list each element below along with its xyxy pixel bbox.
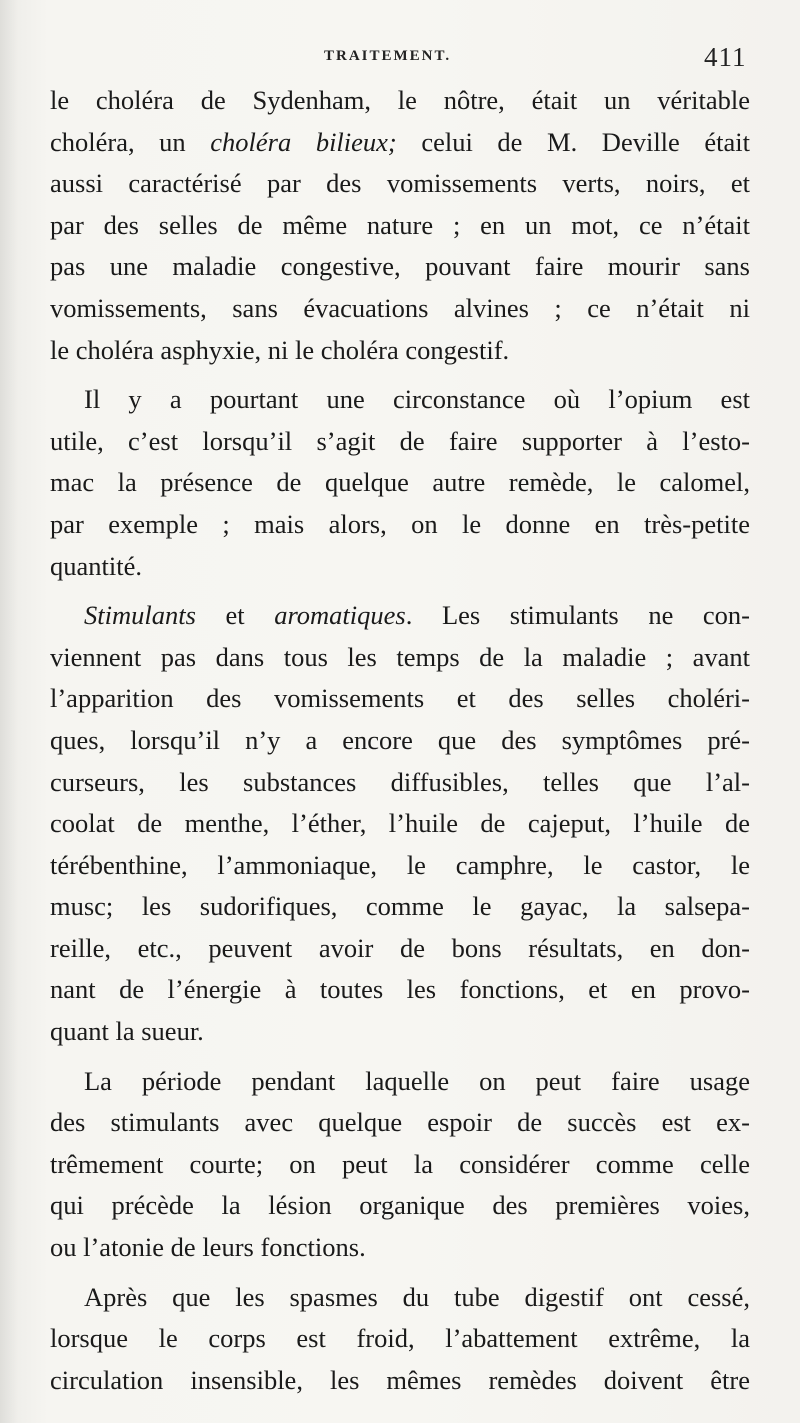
text-run: l’apparition des vomissements et des selles choléri- bbox=[50, 683, 750, 714]
text-line bbox=[50, 969, 750, 1011]
text-run: par exemple ; mais alors, on le donne en très-petite bbox=[50, 508, 750, 539]
text-run: pas une maladie congestive, pouvant faire mourir sans bbox=[50, 251, 750, 282]
text-line bbox=[50, 462, 750, 504]
text-run: aussi caractérisé par des vomissements verts, noirs, et bbox=[50, 168, 750, 199]
text-line bbox=[50, 163, 750, 205]
text-line bbox=[50, 637, 750, 679]
text-line bbox=[50, 1360, 750, 1402]
text-run: viennent pas dans tous les temps de la maladie ; avant bbox=[50, 641, 750, 672]
page-fold-shadow bbox=[0, 0, 18, 1423]
text-run: par des selles de même nature ; en un mot, ce n’était bbox=[50, 209, 750, 240]
text-run: le choléra de Sydenham, le nôtre, était un véritable bbox=[50, 85, 750, 115]
text-line bbox=[50, 845, 750, 887]
text-line bbox=[50, 720, 750, 762]
text-run: le choléra asphyxie, ni le choléra congestif. bbox=[50, 334, 510, 365]
paragraph-gap bbox=[50, 587, 750, 595]
text-run: reille, etc., peuvent avoir de bons résultats, en don- bbox=[50, 932, 750, 963]
text-line bbox=[50, 1277, 750, 1319]
text-line bbox=[50, 504, 750, 546]
paragraph bbox=[50, 595, 750, 1053]
running-title: TRAITEMENT. bbox=[324, 48, 452, 64]
text-run: mac la présence de quelque autre remède, le calomel, bbox=[50, 467, 750, 498]
text-line bbox=[50, 1011, 750, 1053]
text-run: curseurs, les substances diffusibles, telles que l’al- bbox=[50, 766, 750, 797]
text-run: coolat de menthe, l’éther, l’huile de cajeput, l’huile de bbox=[50, 808, 750, 839]
text-line bbox=[50, 246, 750, 288]
text-run: La période pendant laquelle on peut faire usage bbox=[84, 1065, 750, 1096]
text-line bbox=[50, 762, 750, 804]
page-number: 411 bbox=[704, 42, 747, 72]
text-line bbox=[50, 803, 750, 845]
paragraph-gap bbox=[50, 1053, 750, 1061]
text-line bbox=[50, 1061, 750, 1103]
text-run: musc; les sudorifiques, comme le gayac, la salsepa- bbox=[50, 891, 750, 922]
text-run: qui précède la lésion organique des premières voies, bbox=[50, 1190, 750, 1221]
text-run: utile, c’est lorsqu’il s’agit de faire supporter à l’esto- bbox=[50, 425, 750, 456]
text-run: vomissements, sans évacuations alvines ; ce n’était ni bbox=[50, 292, 750, 323]
text-line bbox=[50, 546, 750, 588]
text-run: lorsque le corps est froid, l’abattement extrême, la bbox=[50, 1323, 750, 1354]
text-run: nant de l’énergie à toutes les fonctions, et en provo- bbox=[50, 974, 750, 1005]
paragraph-gap bbox=[50, 371, 750, 379]
text-line bbox=[50, 288, 750, 330]
text-line bbox=[50, 1227, 750, 1269]
body-text bbox=[50, 80, 750, 1401]
italic-run: choléra bilieux; bbox=[210, 126, 397, 157]
text-line bbox=[50, 80, 750, 122]
text-line bbox=[50, 122, 750, 164]
text-run: celui de M. Deville était bbox=[396, 126, 751, 157]
paragraph-gap bbox=[50, 1269, 750, 1277]
text-line bbox=[50, 1102, 750, 1144]
text-line bbox=[50, 595, 750, 637]
text-run: ou l’atonie de leurs fonctions. bbox=[50, 1232, 366, 1263]
text-run: ques, lorsqu’il n’y a encore que des symptômes pré- bbox=[50, 724, 750, 755]
text-line bbox=[50, 928, 750, 970]
paragraph bbox=[50, 379, 750, 587]
text-run: circulation insensible, les mêmes remèdes doivent être bbox=[50, 1364, 750, 1395]
text-run: choléra, un bbox=[50, 126, 211, 157]
paragraph bbox=[50, 1061, 750, 1269]
text-line bbox=[50, 205, 750, 247]
text-run: et bbox=[195, 600, 275, 631]
text-line bbox=[50, 1318, 750, 1360]
text-line bbox=[50, 1185, 750, 1227]
text-line bbox=[50, 678, 750, 720]
paragraph bbox=[50, 1277, 750, 1402]
text-run: . Les stimulants ne con- bbox=[405, 600, 751, 631]
text-line bbox=[50, 379, 750, 421]
italic-run: aromatiques bbox=[274, 600, 406, 631]
text-run: Après que les spasmes du tube digestif ont cessé, bbox=[84, 1281, 750, 1312]
running-head bbox=[0, 44, 800, 74]
text-run: Il y a pourtant une circonstance où l’opium est bbox=[84, 384, 750, 415]
paragraph bbox=[50, 80, 750, 371]
text-line bbox=[50, 421, 750, 463]
text-line bbox=[50, 886, 750, 928]
text-line bbox=[50, 1144, 750, 1186]
text-line bbox=[50, 330, 750, 372]
text-run: des stimulants avec quelque espoir de succès est ex- bbox=[50, 1107, 750, 1138]
text-run: quant la sueur. bbox=[50, 1016, 204, 1047]
text-run: térébenthine, l’ammoniaque, le camphre, le castor, le bbox=[50, 849, 750, 880]
italic-run: Stimulants bbox=[84, 600, 196, 631]
text-run: trêmement courte; on peut la considérer comme celle bbox=[50, 1148, 750, 1179]
text-run: quantité. bbox=[50, 550, 142, 581]
